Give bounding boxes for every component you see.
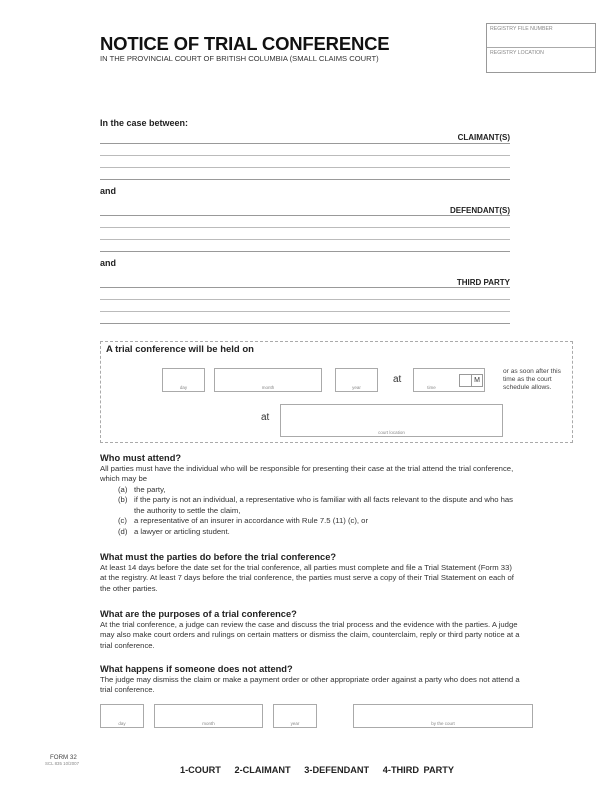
claimant-line-1[interactable] <box>100 143 510 144</box>
before-conference-body: At least 14 days before the date set for the trial conference, all parties must complete and file a Trial Statement (Form 33) at the registry. At least 7 days before the trial conference, the parties must serve a copy of their Trial Statement on each of the other parties. <box>100 563 514 593</box>
schedule-note: or as soon after this time as the court schedule allows. <box>503 368 561 391</box>
signed-day-label: day <box>118 721 126 726</box>
year-label: year <box>352 385 361 390</box>
page-subtitle: IN THE PROVINCIAL COURT OF BRITISH COLUMBIA (SMALL CLAIMS COURT) <box>100 54 379 63</box>
trial-year-field[interactable] <box>335 368 378 392</box>
court-location-label: court location <box>378 430 405 435</box>
attendee-item-a: (a) the party, <box>118 485 166 494</box>
absence-body: The judge may dismiss the claim or make a payment order or other appropriate order against a party who does not attend a trial conference. <box>100 675 520 695</box>
form-number: FORM 32 <box>50 754 77 761</box>
at-label-location: at <box>261 412 270 423</box>
registry-location-field[interactable] <box>487 48 595 72</box>
trial-conference-heading: A trial conference will be held on <box>106 344 254 355</box>
defendant-line-1[interactable] <box>100 215 510 216</box>
trial-month-field[interactable] <box>214 368 322 392</box>
attendee-item-d: (d) a lawyer or articling student. <box>118 526 230 536</box>
defendant-line-4[interactable] <box>100 251 510 252</box>
who-must-attend-body: All parties must have the individual who will be responsible for presenting their case at the trial attend the trial conference, which may be <box>100 464 514 484</box>
case-between-label: In the case between: <box>100 118 189 128</box>
attendee-list <box>118 485 528 537</box>
registry-file-number-label: REGISTRY FILE NUMBER <box>490 26 553 32</box>
court-location-field[interactable] <box>280 404 503 437</box>
by-the-court-label: by the court <box>431 721 455 726</box>
day-label: day <box>179 385 188 390</box>
claimant-line-4[interactable] <box>100 179 510 180</box>
form-code: SCL 835 10/2007 <box>45 761 80 766</box>
at-label-time: at <box>393 374 402 385</box>
and-label-2: and <box>100 258 117 268</box>
claimant-line-2[interactable] <box>100 155 510 156</box>
third-party-line-4[interactable] <box>100 323 510 324</box>
purposes-heading: What are the purposes of a trial conference? <box>100 609 297 619</box>
third-party-line-3[interactable] <box>100 311 510 312</box>
meridiem-label: M <box>471 374 483 387</box>
claimant-line-3[interactable] <box>100 167 510 168</box>
signed-month-label: month <box>202 721 215 726</box>
registry-file-number-field[interactable] <box>487 24 595 48</box>
absence-heading: What happens if someone does not attend? <box>100 664 293 674</box>
copy-distribution: 1-COURT 2-CLAIMANT 3-DEFENDANT 4-THIRD PARTY <box>180 765 455 775</box>
who-must-attend-heading: Who must attend? <box>100 453 182 463</box>
and-label-1: and <box>100 186 117 196</box>
purposes-body: At the trial conference, a judge can review the case and discuss the trial process and the evidence with the parties. A judge may also make court orders and rulings on certain matters or dismiss the claim, counterclaim, reply or third party notice at a trial conference. <box>100 620 520 650</box>
attendee-item-c: (c) a representative of an insurer in accordance with Rule 7.5 (11) (c), or <box>118 516 369 526</box>
trial-day-field[interactable] <box>162 368 205 392</box>
third-party-line-2[interactable] <box>100 299 510 300</box>
before-conference-heading: What must the parties do before the trial conference? <box>100 552 337 562</box>
court-signature-field[interactable] <box>353 704 533 728</box>
third-party-line-1[interactable] <box>100 287 510 288</box>
defendant-label: DEFENDANT(S) <box>450 206 510 215</box>
defendant-line-2[interactable] <box>100 227 510 228</box>
attendee-item-b: (b) if the party is not an individual, a representative who is familiar with all facts relevant to the dispute and who has the authority to settle the claim, <box>118 495 514 515</box>
ampm-input[interactable] <box>459 374 471 387</box>
signed-month-field[interactable] <box>154 704 263 728</box>
signed-year-field[interactable] <box>273 704 317 728</box>
month-label: month <box>261 385 275 390</box>
page-title: NOTICE OF TRIAL CONFERENCE <box>100 33 390 54</box>
trial-time-field[interactable] <box>413 368 485 392</box>
signed-day-field[interactable] <box>100 704 144 728</box>
signed-year-label: year <box>290 721 300 726</box>
time-label: time <box>427 385 436 390</box>
registry-box <box>486 23 596 73</box>
claimant-label: CLAIMANT(S) <box>457 133 510 142</box>
third-party-label: THIRD PARTY <box>456 278 510 287</box>
defendant-line-3[interactable] <box>100 239 510 240</box>
registry-location-label: REGISTRY LOCATION <box>490 50 544 56</box>
